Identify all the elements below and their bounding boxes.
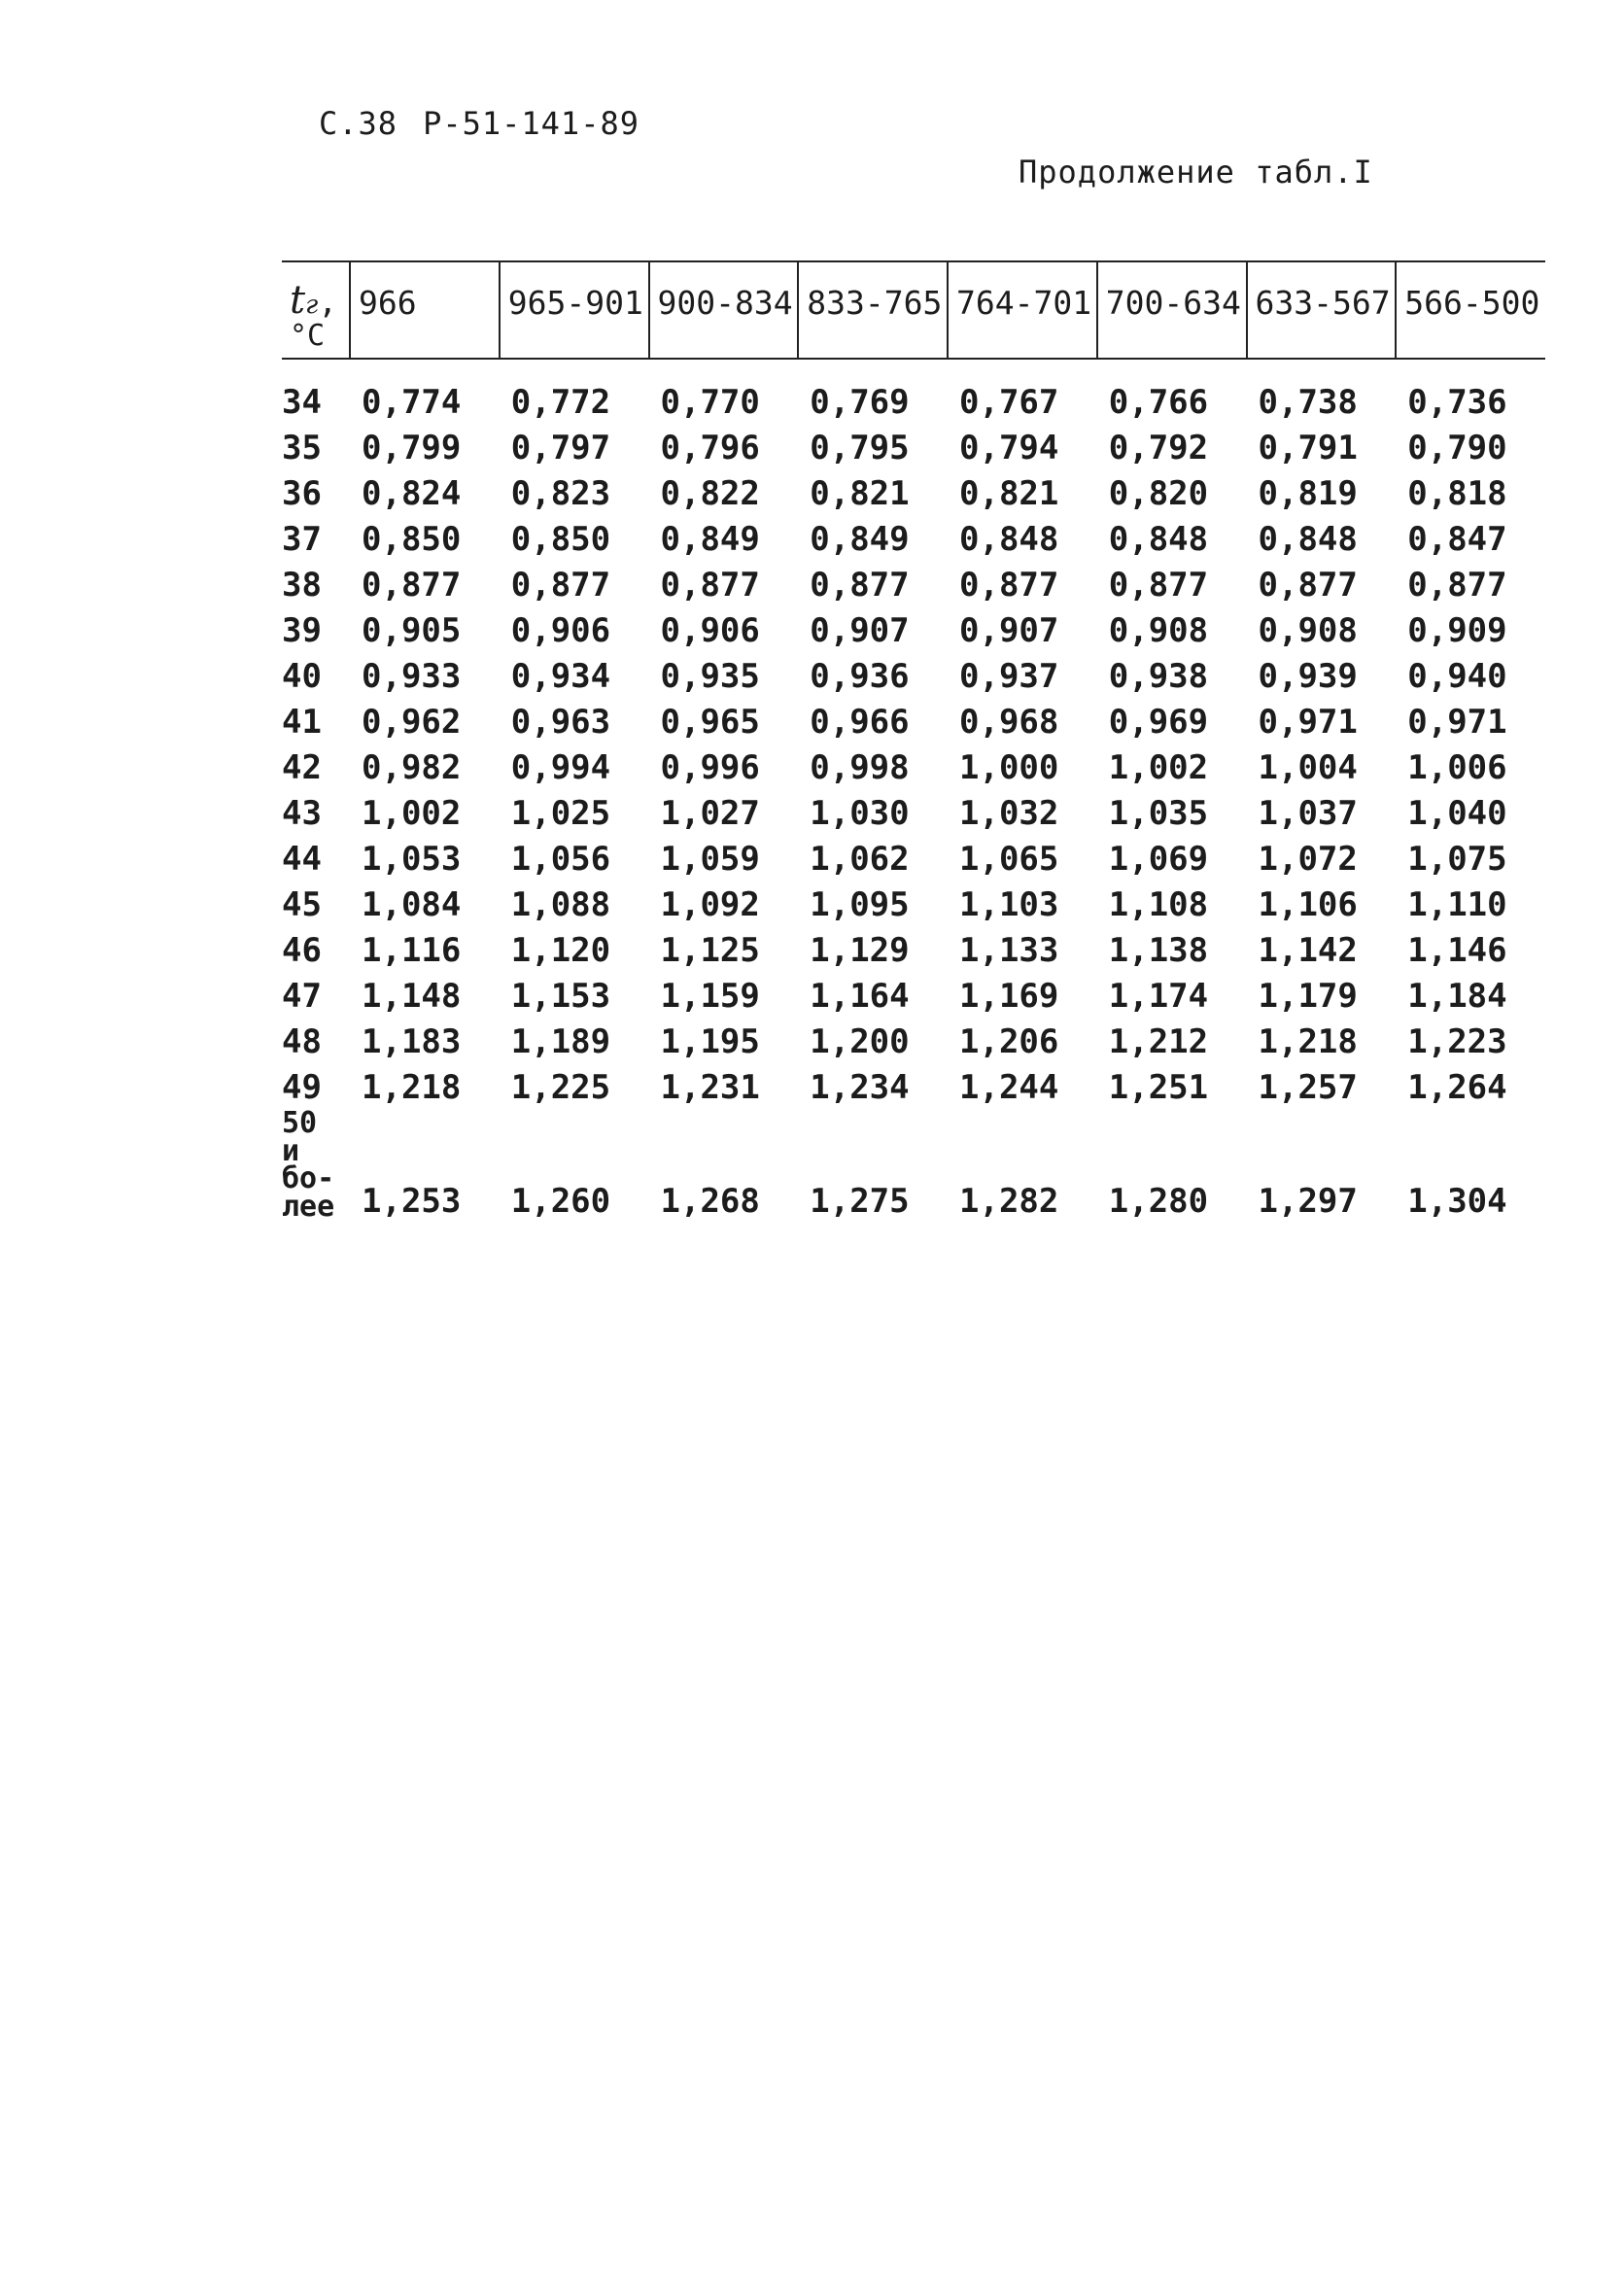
value-cell: 0,969 [1108,702,1209,742]
value-cell: 0,849 [810,519,910,559]
row-label-text: 42 [282,747,322,787]
value-cell: 1,072 [1258,839,1358,879]
temperature-symbol: t [290,278,306,323]
value-cell: 1,095 [810,884,910,924]
row-label [282,425,350,470]
value-cell: 0,767 [959,382,1059,422]
temperature-unit: °С [290,319,326,353]
value-cell: 1,092 [660,884,760,924]
row-label [282,470,350,516]
row-label [282,699,350,744]
value-cell: 0,963 [510,702,611,742]
table-row [282,425,1545,470]
value-cell: 0,907 [810,610,910,650]
value-cell: 0,940 [1407,656,1507,696]
value-cell: 0,736 [1407,382,1507,422]
row-label-text: 34 [282,382,322,422]
value-cell: 1,183 [362,1021,462,1061]
value-cell: 1,268 [660,1182,760,1221]
row-label-text: 38 [282,565,322,605]
value-cell: 0,738 [1258,382,1358,422]
column-header: 633-567 [1247,261,1397,359]
value-cell: 1,282 [959,1182,1059,1221]
value-cell: 1,159 [660,976,760,1016]
value-cell: 1,142 [1258,930,1358,970]
value-cell: 1,146 [1407,930,1507,970]
value-cell: 1,069 [1108,839,1209,879]
value-cell: 0,774 [362,382,462,422]
value-cell: 1,153 [510,976,611,1016]
value-cell: 1,251 [1108,1067,1209,1107]
value-cell: 0,792 [1108,428,1209,467]
value-cell: 1,125 [660,930,760,970]
value-cell: 0,994 [510,747,611,787]
row-label-text: 39 [282,610,322,650]
value-cell: 0,877 [1258,565,1358,605]
value-cell: 0,769 [810,382,910,422]
value-cell: 0,936 [810,656,910,696]
value-cell: 1,264 [1407,1067,1507,1107]
value-cell: 1,037 [1258,793,1358,833]
value-cell: 0,770 [660,382,760,422]
value-cell: 0,821 [959,473,1059,513]
value-cell: 1,189 [510,1021,611,1061]
value-cell: 1,053 [362,839,462,879]
row-label [282,653,350,699]
row-label [282,562,350,607]
value-cell: 1,138 [1108,930,1209,970]
value-cell: 0,937 [959,656,1059,696]
value-cell: 1,006 [1407,747,1507,787]
row-label [282,973,350,1019]
row-label-text: 45 [282,884,322,924]
value-cell: 1,004 [1258,747,1358,787]
row-label-text: 41 [282,702,322,742]
value-cell: 1,304 [1407,1182,1507,1221]
row-label-text: 43 [282,793,322,833]
row-label-text: 37 [282,519,322,559]
table-row [282,790,1545,836]
value-cell: 1,212 [1108,1021,1209,1061]
value-cell: 0,797 [510,428,611,467]
value-cell: 0,909 [1407,610,1507,650]
value-cell: 0,906 [660,610,760,650]
value-cell: 0,877 [660,565,760,605]
value-cell: 0,795 [810,428,910,467]
column-header: 566-500 [1396,261,1545,359]
value-cell: 1,200 [810,1021,910,1061]
value-cell: 0,966 [810,702,910,742]
value-cell: 1,027 [660,793,760,833]
column-header: 700-634 [1097,261,1247,359]
value-cell: 0,848 [1258,519,1358,559]
header-spacer [282,359,1545,379]
value-cell: 0,877 [959,565,1059,605]
value-cell: 0,772 [510,382,611,422]
value-cell: 0,850 [510,519,611,559]
value-cell: 1,231 [660,1067,760,1107]
table-row [282,516,1545,562]
table-row [282,699,1545,744]
value-cell: 0,823 [510,473,611,513]
value-cell: 0,905 [362,610,462,650]
value-cell: 1,133 [959,930,1059,970]
value-cell: 1,234 [810,1067,910,1107]
value-cell: 1,225 [510,1067,611,1107]
row-label-text: 36 [282,473,322,513]
value-cell: 0,934 [510,656,611,696]
table-row [282,973,1545,1019]
value-cell: 1,065 [959,839,1059,879]
value-cell: 1,218 [362,1067,462,1107]
row-label [282,379,350,425]
value-cell: 0,877 [1108,565,1209,605]
value-cell: 0,848 [959,519,1059,559]
value-cell: 0,933 [362,656,462,696]
table-row [282,379,1545,425]
value-cell: 0,766 [1108,382,1209,422]
value-cell: 1,148 [362,976,462,1016]
value-cell: 1,257 [1258,1067,1358,1107]
value-cell: 0,877 [362,565,462,605]
row-label [282,790,350,836]
row-label [282,516,350,562]
table-header [282,261,1545,379]
row-label-text: 47 [282,976,322,1016]
row-label-text: 35 [282,428,322,467]
spacer-cell [282,359,1545,379]
table-row [282,607,1545,653]
value-cell: 1,195 [660,1021,760,1061]
value-cell: 0,939 [1258,656,1358,696]
value-cell: 1,184 [1407,976,1507,1016]
value-cell: 1,260 [510,1182,611,1221]
value-cell: 1,075 [1407,839,1507,879]
value-cell: 1,164 [810,976,910,1016]
row-label-text: 49 [282,1067,322,1107]
value-cell: 0,790 [1407,428,1507,467]
row-label [282,1019,350,1064]
table-row [282,744,1545,790]
document-code: Р-51-141-89 [423,105,639,142]
row-label [282,1064,350,1110]
table-continuation-caption: Продолжение табл.I [1019,154,1373,190]
value-cell: 0,998 [810,747,910,787]
value-cell: 0,907 [959,610,1059,650]
value-cell: 0,965 [660,702,760,742]
value-cell: 0,906 [510,610,611,650]
row-header-cell: tг, °С [282,261,350,359]
table-row [282,1110,1545,1225]
value-cell: 0,796 [660,428,760,467]
value-cell: 0,847 [1407,519,1507,559]
value-cell: 1,253 [362,1182,462,1221]
value-cell: 1,032 [959,793,1059,833]
row-label-text: 44 [282,839,322,879]
table-row [282,470,1545,516]
value-cell: 1,108 [1108,884,1209,924]
value-cell: 0,821 [810,473,910,513]
value-cell: 0,938 [1108,656,1209,696]
value-cell: 1,280 [1108,1182,1209,1221]
column-header: 966 [350,261,500,359]
value-cell: 0,820 [1108,473,1209,513]
temperature-subscript: г [305,291,319,320]
row-label [282,744,350,790]
value-cell: 0,822 [660,473,760,513]
row-label [282,882,350,927]
column-header: 965-901 [500,261,649,359]
value-cell: 0,791 [1258,428,1358,467]
value-cell: 1,000 [959,747,1059,787]
value-cell: 0,877 [510,565,611,605]
value-cell: 1,062 [810,839,910,879]
table-row [282,836,1545,882]
value-cell: 0,824 [362,473,462,513]
value-cell: 1,116 [362,930,462,970]
value-cell: 0,962 [362,702,462,742]
value-cell: 1,030 [810,793,910,833]
value-cell: 0,908 [1108,610,1209,650]
value-cell: 0,877 [1407,565,1507,605]
value-cell: 1,179 [1258,976,1358,1016]
column-header: 764-701 [948,261,1097,359]
value-cell: 1,035 [1108,793,1209,833]
table-row [282,927,1545,973]
value-cell: 1,002 [362,793,462,833]
page-header [319,105,665,142]
value-cell: 1,120 [510,930,611,970]
row-label [282,927,350,973]
value-cell: 1,025 [510,793,611,833]
value-cell: 0,908 [1258,610,1358,650]
value-cell: 1,040 [1407,793,1507,833]
value-cell: 1,106 [1258,884,1358,924]
value-cell: 0,799 [362,428,462,467]
value-cell: 1,206 [959,1021,1059,1061]
row-label [282,607,350,653]
value-cell: 1,218 [1258,1021,1358,1061]
value-cell: 0,848 [1108,519,1209,559]
value-cell: 0,935 [660,656,760,696]
table-row [282,1064,1545,1110]
table-body [282,379,1545,1225]
value-cell: 0,794 [959,428,1059,467]
value-cell: 0,968 [959,702,1059,742]
page-number: С.38 [319,105,398,142]
value-cell: 1,002 [1108,747,1209,787]
coefficient-table [282,260,1545,1225]
value-cell: 1,297 [1258,1182,1358,1221]
value-cell: 0,971 [1258,702,1358,742]
value-cell: 0,819 [1258,473,1358,513]
row-label-text: 40 [282,656,322,696]
value-cell: 1,056 [510,839,611,879]
value-cell: 1,088 [510,884,611,924]
value-cell: 1,103 [959,884,1059,924]
value-cell: 1,110 [1407,884,1507,924]
column-header: 900-834 [649,261,799,359]
header-row [282,261,1545,359]
value-cell: 1,059 [660,839,760,879]
value-cell: 1,174 [1108,976,1209,1016]
table-row [282,653,1545,699]
row-label-text: 50 и бо- лее [282,1106,335,1224]
value-cell: 1,244 [959,1067,1059,1107]
value-cell: 0,877 [810,565,910,605]
value-cell: 0,818 [1407,473,1507,513]
column-header: 833-765 [798,261,948,359]
row-label-text: 46 [282,930,322,970]
value-cell: 1,223 [1407,1021,1507,1061]
value-cell: 1,169 [959,976,1059,1016]
row-label [282,836,350,882]
table-row [282,562,1545,607]
table-row [282,1019,1545,1064]
row-label-text: 48 [282,1021,322,1061]
value-cell: 0,996 [660,747,760,787]
table-row [282,882,1545,927]
value-cell: 0,971 [1407,702,1507,742]
value-cell: 0,982 [362,747,462,787]
value-cell: 1,129 [810,930,910,970]
value-cell: 0,850 [362,519,462,559]
value-cell: 1,275 [810,1182,910,1221]
value-cell: 1,084 [362,884,462,924]
row-label [282,1106,350,1225]
value-cell: 0,849 [660,519,760,559]
